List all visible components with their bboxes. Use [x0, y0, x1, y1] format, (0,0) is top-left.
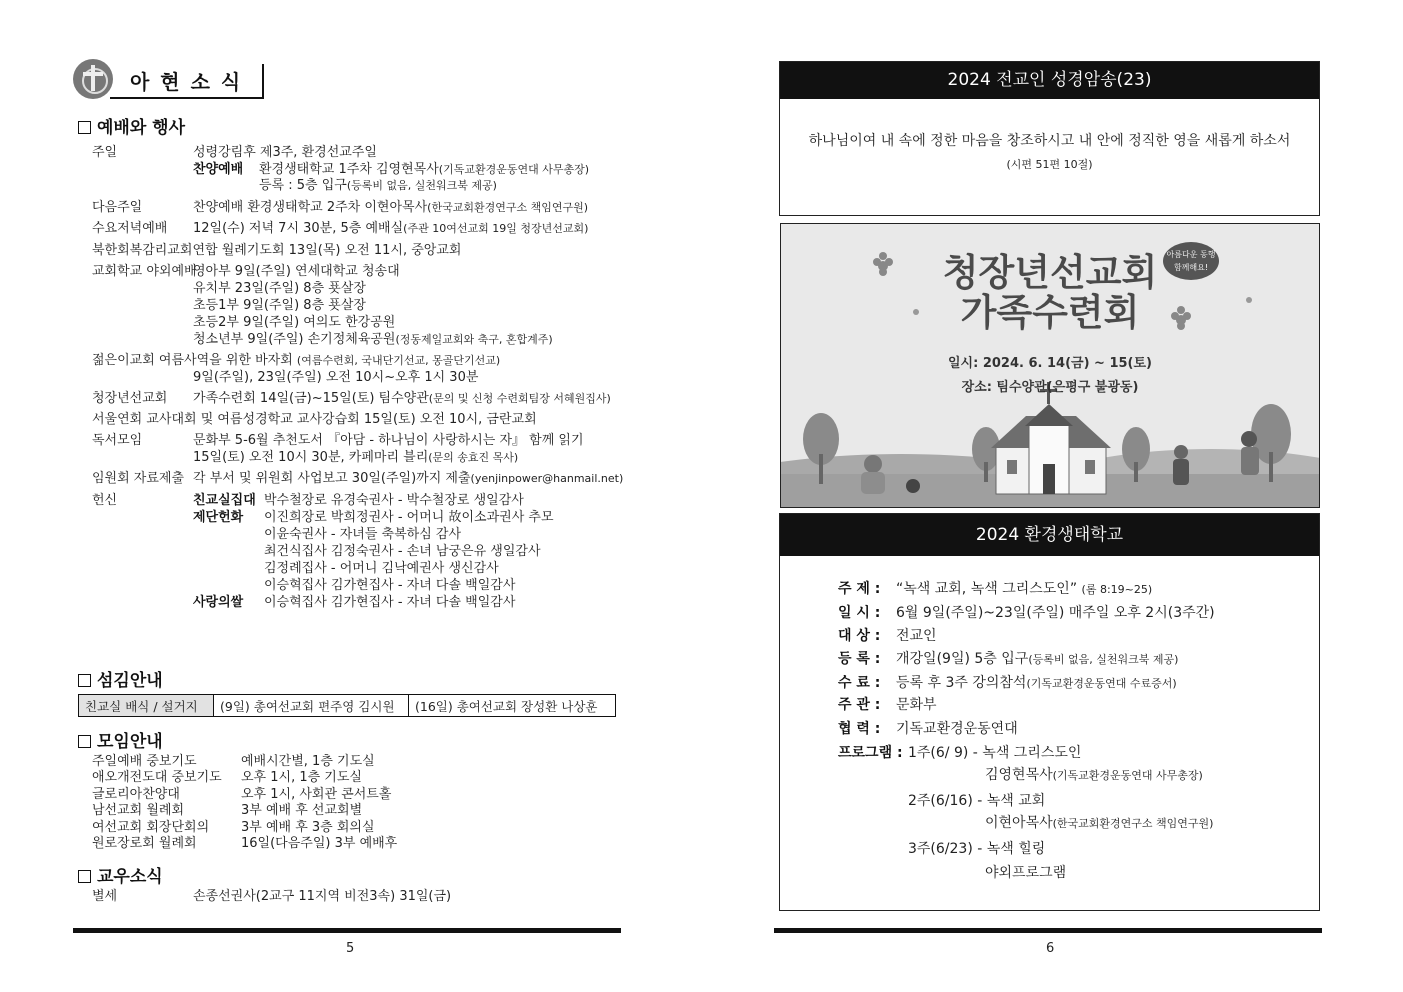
retreat-poster	[780, 223, 1320, 508]
meeting-label-5: 여선교회 회장단회의	[92, 820, 210, 835]
meeting-label-6: 원로장로회 월례회	[92, 836, 197, 851]
memory-verse-text: 하나님이여 내 속에 정한 마음을 창조하시고 내 안에 정직한 영을 새롭게 하소서	[808, 133, 1291, 149]
page-title: 아 현 소 식	[130, 70, 243, 94]
logo-cross-bar	[83, 72, 103, 76]
north-korea-line: 북한회복감리교회연합 월례기도회 13일(목) 오전 11시, 중앙교회	[92, 243, 462, 258]
section-title-meetings: 모임안내	[78, 727, 163, 752]
outdoor-line-1: 영아부 9일(주일) 연세대학교 청송대	[193, 264, 400, 279]
offering-line-1: 박수철장로 유경숙권사 - 박수철장로 생일감사	[264, 493, 524, 508]
outdoor-line-3: 초등1부 9일(주일) 8층 푯살장	[193, 298, 366, 313]
label-offering: 헌신	[92, 493, 118, 508]
meeting-label-1: 주일예배 중보기도	[92, 754, 197, 769]
label-funeral: 별세	[92, 889, 118, 904]
outdoor-line-2: 유치부 23일(주일) 8층 푯살장	[193, 281, 366, 296]
teacher-line: 서울연회 교사대회 및 여름성경학교 교사강습회 15일(토) 오전 10시, 금란교회	[92, 412, 537, 427]
meeting-label-2: 애오개전도대 중보기도	[92, 770, 222, 785]
section-title-service: 섬김안내	[78, 666, 163, 691]
checkbox-icon	[78, 674, 91, 687]
eco-host: 문화부	[896, 697, 937, 713]
meeting-text-3: 오후 1시, 사회관 콘서트홀	[241, 787, 392, 802]
eco-label-partner: 협 력 :	[838, 721, 881, 737]
poster-date: 일시: 2024. 6. 14(금) ~ 15(토)	[947, 356, 1152, 371]
meeting-text-2: 오후 1시, 1층 기도실	[241, 770, 362, 785]
eco-label-program: 프로그램 :	[838, 745, 903, 761]
eco-label-target: 대 상 :	[838, 628, 881, 644]
sub-fellowship: 친교실집대	[193, 493, 256, 508]
wednesday-line: 12일(수) 저녁 7시 30분, 5층 예배실(주관 10여선교회 19일 청장년선교회)	[193, 221, 589, 236]
program-speaker-2: 이현아목사(한국교회환경연구소 책임연구원)	[985, 815, 1214, 831]
memory-verse-header: 2024 전교인 성경암송(23)	[780, 62, 1319, 99]
label-wednesday: 수요저녁예배	[92, 221, 168, 236]
young-adult-line: 가족수련회 14일(금)~15일(토) 팀수양관(문의 및 신청 수련회팀장 서혜원집사)	[193, 391, 611, 406]
eco-complete: 등록 후 3주 강의참석(기독교환경운동연대 수료증서)	[896, 675, 1177, 691]
poster-bubble: 아름다운 동행 함께해요!	[1163, 242, 1219, 280]
offering-line-3: 이윤숙권사 - 자녀들 축복하심 감사	[264, 527, 462, 542]
logo-cross-icon	[91, 65, 95, 91]
label-report: 임원회 자료제출	[92, 471, 185, 486]
right-footer-rule	[774, 928, 1322, 933]
poster-place: 장소: 팀수양관(은평구 불광동)	[961, 380, 1139, 395]
bazaar-line: 젊은이교회 여름사역을 위한 바자회 (여름수련회, 국내단기선교, 몽골단기선교)	[92, 353, 501, 368]
eco-label-theme: 주 제 :	[838, 581, 881, 597]
eco-date: 6월 9일(주일)~23일(주일) 매주일 오후 2시(3주간)	[896, 605, 1215, 621]
section-title-members: 교우소식	[78, 862, 163, 887]
poster-title-line1: 청장년선교회	[942, 251, 1158, 294]
eco-label-register: 등 록 :	[838, 651, 881, 667]
service-cell-week2: (16일) 총여선교회 장성환 나상훈	[415, 699, 598, 714]
page-number-right: 6	[1046, 941, 1055, 956]
program-speaker-1: 김영현목사(기독교환경운동연대 사무총장)	[985, 767, 1203, 783]
program-week-3: 3주(6/23) - 녹색 힐링	[908, 841, 1046, 857]
label-reading: 독서모임	[92, 433, 143, 448]
meeting-label-4: 남선교회 월례회	[92, 803, 185, 818]
sub-praise: 찬양예배	[193, 162, 244, 177]
service-cell-week1: (9일) 총여선교회 편주영 김시원	[214, 695, 409, 716]
reading-line-2: 15일(토) 오전 10시 30분, 카페마리 블리(문의 송효진 목사)	[193, 450, 519, 465]
bazaar-time: 9일(주일), 23일(주일) 오전 10시~오후 1시 30분	[193, 370, 479, 385]
registration-line: 등록 : 5층 입구(등록비 없음, 실천워크북 제공)	[259, 178, 497, 193]
sub-rice: 사랑의쌀	[193, 595, 244, 610]
page-number-left: 5	[346, 941, 355, 956]
service-table	[78, 694, 616, 717]
eco-register: 개강일(9일) 5층 입구(등록비 없음, 실천워크북 제공)	[896, 651, 1179, 667]
meeting-text-1: 예배시간별, 1층 기도실	[241, 754, 375, 769]
meeting-text-5: 3부 예배 후 3층 회의실	[241, 820, 375, 835]
label-young-adult: 청장년선교회	[92, 391, 168, 406]
eco-label-date: 일 시 :	[838, 605, 881, 621]
next-sunday-line: 찬양예배 환경생태학교 2주차 이현아목사(한국교회환경연구소 책임연구원)	[193, 200, 588, 215]
checkbox-icon	[78, 870, 91, 883]
eco-label-complete: 수 료 :	[838, 675, 881, 691]
program-week-1: 1주(6/ 9) - 녹색 그리스도인	[908, 745, 1082, 761]
eco-school-header: 2024 환경생태학교	[780, 514, 1319, 556]
label-next-sunday: 다음주일	[92, 200, 143, 215]
reading-line-1: 문화부 5-6월 추천도서 『아담 - 하나님이 사랑하시는 자』 함께 읽기	[193, 433, 584, 448]
label-sunday: 주일	[92, 145, 118, 160]
eco-target: 전교인	[896, 628, 937, 644]
checkbox-icon	[78, 121, 91, 134]
sunday-text: 성령강림후 제3주, 환경선교주일	[193, 145, 377, 160]
meeting-text-6: 16일(다음주일) 3부 예배후	[241, 836, 398, 851]
eco-theme: “녹색 교회, 녹색 그리스도인” (롬 8:19~25)	[896, 581, 1153, 597]
report-line: 각 부서 및 위원회 사업보고 30일(주일)까지 제출(yenjinpower@hanmail.net)	[193, 471, 624, 486]
funeral-text: 손종선권사(2교구 11지역 비전3속) 31일(금)	[193, 889, 452, 904]
offering-line-2: 이진희장로 박희정권사 - 어머니 故이소과권사 추모	[264, 510, 554, 525]
outdoor-line-4: 초등2부 9일(주일) 여의도 한강공원	[193, 315, 396, 330]
offering-line-4: 최건식집사 김정숙권사 - 손녀 남궁은유 생일감사	[264, 544, 541, 559]
offering-line-5: 김정례집사 - 어머니 김낙예권사 생신감사	[264, 561, 499, 576]
offering-line-6: 이승혁집사 김가현집사 - 자녀 다솔 백일감사	[264, 578, 516, 593]
outdoor-line-5: 청소년부 9일(주일) 손기정체육공원(정동제일교회와 축구, 혼합계주)	[193, 332, 553, 347]
sub-altar-flowers: 제단헌화	[193, 510, 244, 525]
memory-verse-ref: (시편 51편 10절)	[1006, 158, 1093, 171]
eco-partner: 기독교환경운동연대	[896, 721, 1018, 737]
program-week-2: 2주(6/16) - 녹색 교회	[908, 793, 1046, 809]
memory-verse-box	[779, 61, 1320, 216]
program-speaker-3: 야외프로그램	[985, 865, 1067, 881]
offering-line-7: 이승혁집사 김가현집사 - 자녀 다솔 백일감사	[264, 595, 516, 610]
poster-title-line2: 가족수련회	[960, 291, 1140, 334]
meeting-label-3: 글로리아찬양대	[92, 787, 180, 802]
praise-line: 환경생태학교 1주차 김영현목사(기독교환경운동연대 사무총장)	[259, 162, 590, 177]
service-cell-header: 친교실 배식 / 설거지	[79, 695, 214, 716]
meeting-text-4: 3부 예배 후 선교회별	[241, 803, 363, 818]
checkbox-icon	[78, 735, 91, 748]
section-title-worship: 예배와 행사	[78, 113, 185, 138]
eco-label-host: 주 관 :	[838, 697, 881, 713]
label-outdoor: 교회학교 야외예배	[92, 264, 197, 279]
left-footer-rule	[73, 928, 621, 933]
